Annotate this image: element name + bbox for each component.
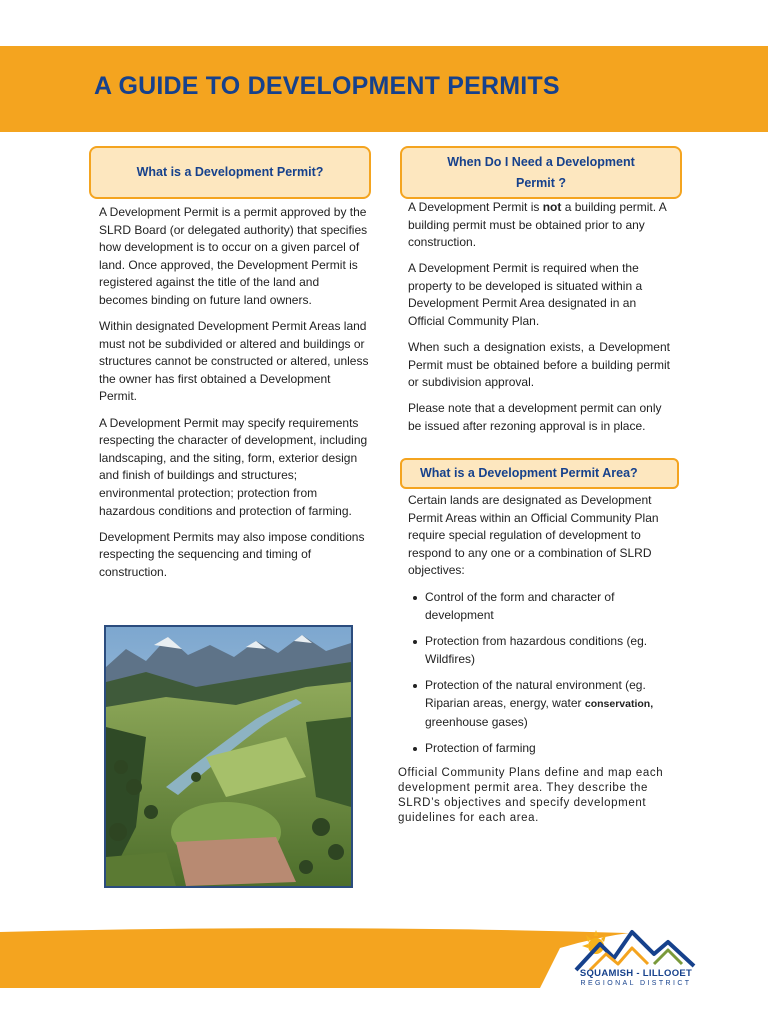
- paragraph: When such a designation exists, a Development Permit must be obtained before a building permit or subdivision approval.: [408, 340, 670, 390]
- text-run-bold: conservation,: [584, 697, 654, 710]
- section-heading-label: When Do I Need a Development Permit ?: [447, 154, 635, 190]
- right-column-top: [408, 199, 670, 444]
- list-item: Protection of farming: [408, 740, 674, 758]
- objectives-list: [408, 589, 674, 758]
- section-heading-label: What is a Development Permit Area?: [420, 466, 638, 480]
- text-run: a building permit. A building permit must be obtained prior to any construction.: [408, 200, 667, 250]
- paragraph: Development Permits may also impose conditions respecting the sequencing and timing of construction.: [99, 529, 365, 579]
- paragraph: A Development Permit may specify requirements respecting the character of development, including landscaping, and the siting, form, exterior design and finish of buildings and structures; environmental protection; protection from hazardous conditions and protection of farming.: [99, 415, 368, 518]
- list-item: Protection from hazardous conditions (eg. Wildfires): [408, 633, 674, 668]
- paragraph: [408, 199, 670, 252]
- landscape-illustration: [106, 627, 351, 886]
- paragraph: A Development Permit is required when the property to be developed is situated within a Development Permit Area designated in an Official Community Plan.: [408, 261, 643, 329]
- section-heading-label: What is a Development Permit?: [136, 165, 324, 179]
- section-heading-when-needed: [400, 146, 682, 199]
- text-run: greenhouse gases): [425, 714, 528, 729]
- section-heading-permit-area: [400, 458, 679, 489]
- list-item: Control of the form and character of development: [408, 589, 674, 624]
- valley-landscape-photo: [104, 625, 353, 888]
- emphasis-not: not: [542, 200, 562, 214]
- right-column-bottom: [408, 492, 674, 767]
- paragraph: Within designated Development Permit Areas land must not be subdivided or altered and buildings or structures cannot be constructed or altered, unless the owner has first obtained a Development Permit.: [99, 319, 369, 404]
- paragraph: Certain lands are designated as Development Permit Areas within an Official Community Plan require special regulation of development to respond to any one or a combination of SLRD objectives:: [408, 493, 659, 578]
- list-item: [408, 677, 674, 731]
- section-heading-what-is-permit: [89, 146, 371, 199]
- logo-wordmark: SQUAMISH - LILLOOET: [579, 968, 693, 979]
- text-run: Protection of the natural environment (eg. Riparian areas, energy, water: [425, 678, 646, 710]
- left-column: [99, 204, 371, 590]
- paragraph: A Development Permit is a permit approved by the SLRD Board (or delegated authority) that specifies how development is to occur on a given parcel of land. Once approved, the Development Permit is registered against the title of the land and becomes binding on future land owners.: [99, 205, 368, 307]
- logo-subtitle: REGIONAL DISTRICT: [580, 980, 692, 987]
- paragraph: Please note that a development permit can only be issued after rezoning approval is in place.: [408, 401, 662, 434]
- closing-paragraph: Official Community Plans define and map each development permit area. They describe the SLRD’s objectives and specify development guidelines for each area.: [398, 767, 664, 824]
- text-run: A Development Permit is: [408, 200, 543, 214]
- page-title: A GUIDE TO DEVELOPMENT PERMITS: [94, 72, 560, 100]
